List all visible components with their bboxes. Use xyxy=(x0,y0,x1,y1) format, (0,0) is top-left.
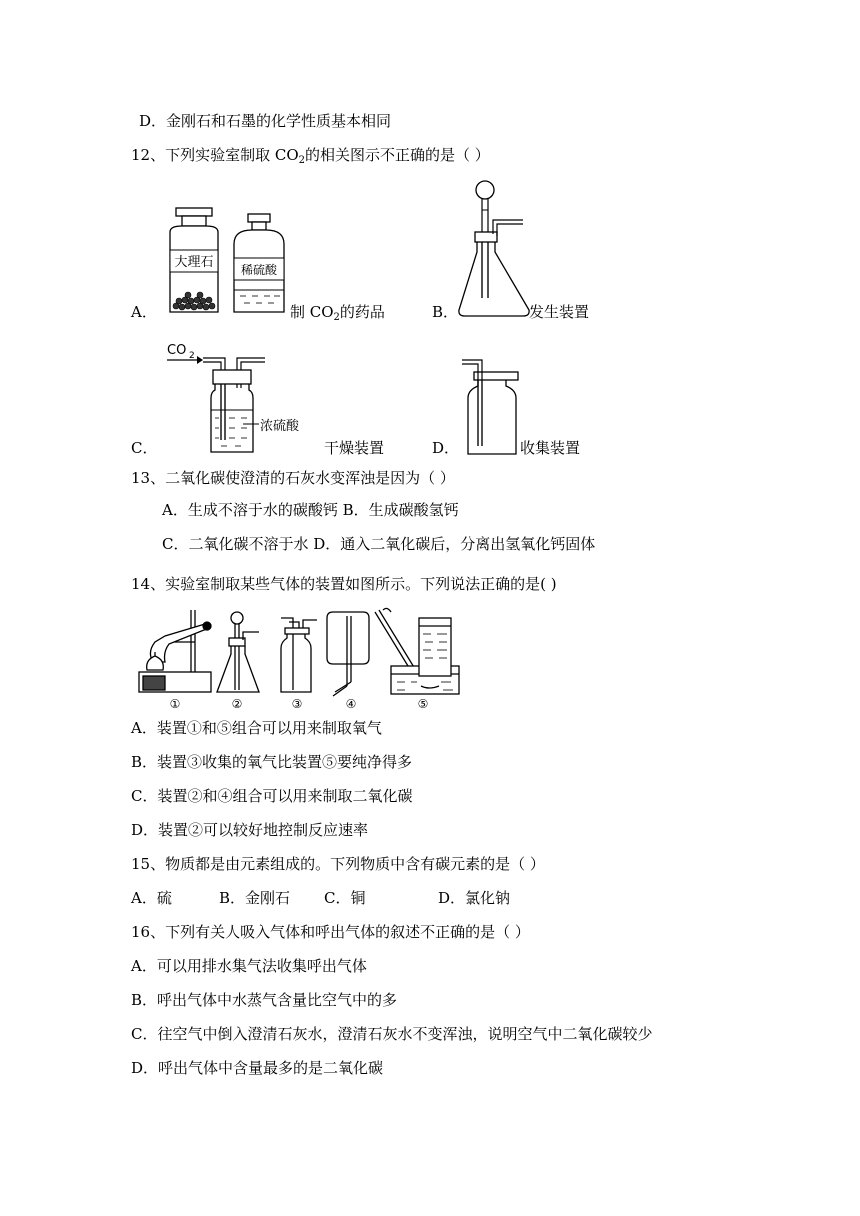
q15-option-d: D．氯化钠 xyxy=(438,889,511,907)
q12-option-b-caption: 发生装置 xyxy=(529,303,590,321)
q16-stem: 16、下列有关人吸入气体和呼出气体的叙述不正确的是（ ） xyxy=(131,923,530,941)
q14-option-c: C．装置②和④组合可以用来制取二氧化碳 xyxy=(131,787,413,805)
q15-stem: 15、物质都是由元素组成的。下列物质中含有碳元素的是（ ） xyxy=(131,855,545,873)
q16-option-a: A．可以用排水集气法收集呼出气体 xyxy=(131,957,367,975)
apparatus-num-1: ① xyxy=(169,697,181,710)
q12-figure-generator xyxy=(455,178,535,320)
q12-figure-collector xyxy=(458,356,522,458)
q12-option-c-caption: 干燥装置 xyxy=(324,439,385,457)
apparatus-num-5: ⑤ xyxy=(417,697,429,710)
q14-option-a: A．装置①和⑤组合可以用来制取氧气 xyxy=(131,719,382,737)
q16-option-b: B．呼出气体中水蒸气含量比空气中的多 xyxy=(131,991,398,1009)
q12-option-b-letter: B． xyxy=(432,303,459,321)
q12-option-c-letter: C． xyxy=(131,439,158,457)
label-dilute-sulfuric-acid: 稀硫酸 xyxy=(240,263,278,277)
q11-option-d: D．金刚石和石墨的化学性质基本相同 xyxy=(139,112,392,130)
q14-option-b: B．装置③收集的氧气比装置⑤要纯净得多 xyxy=(131,753,413,771)
q14-stem: 14、实验室制取某些气体的装置如图所示。下列说法正确的是( ) xyxy=(131,575,557,593)
q12-option-a-letter: A． xyxy=(131,303,157,321)
q12-option-d-caption: 收集装置 xyxy=(520,439,581,457)
q15-option-a: A．硫 xyxy=(131,889,172,907)
q13-options-ab: A．生成不溶于水的碳酸钙 B．生成碳酸氢钙 xyxy=(162,501,459,519)
q13-stem: 13、二氧化碳使澄清的石灰水变浑浊是因为（ ） xyxy=(131,469,455,487)
q12-figure-reagents xyxy=(160,206,292,316)
label-marble: 大理石 xyxy=(174,255,214,270)
q16-option-c: C．往空气中倒入澄清石灰水，澄清石灰水不变浑浊，说明空气中二氧化碳较少 xyxy=(131,1025,653,1043)
q15-option-c: C．铜 xyxy=(324,889,366,907)
apparatus-num-2: ② xyxy=(231,697,243,710)
q13-options-cd: C．二氧化碳不溶于水 D．通入二氧化碳后，分离出氢氧化钙固体 xyxy=(162,535,596,553)
q12-option-d-letter: D． xyxy=(432,439,460,457)
label-co2-sub: 2 xyxy=(189,351,195,361)
label-conc-sulfuric-acid: 浓硫酸 xyxy=(260,419,300,434)
q14-option-d: D．装置②可以较好地控制反应速率 xyxy=(131,821,369,839)
apparatus-num-3: ③ xyxy=(291,697,303,710)
apparatus-num-4: ④ xyxy=(345,697,357,710)
q12-option-a-caption: 制 $CO_2$的药品 xyxy=(290,303,385,323)
q12-figure-dryer xyxy=(163,340,313,456)
q14-figure-apparatus xyxy=(135,602,465,710)
q15-option-b: B．金刚石 xyxy=(219,889,291,907)
label-co2: CO xyxy=(167,343,187,358)
q16-option-d: D．呼出气体中含量最多的是二氧化碳 xyxy=(131,1059,384,1077)
q12-stem: 12、下列实验室制取 $CO_2$的相关图示不正确的是（ ） xyxy=(131,146,490,166)
